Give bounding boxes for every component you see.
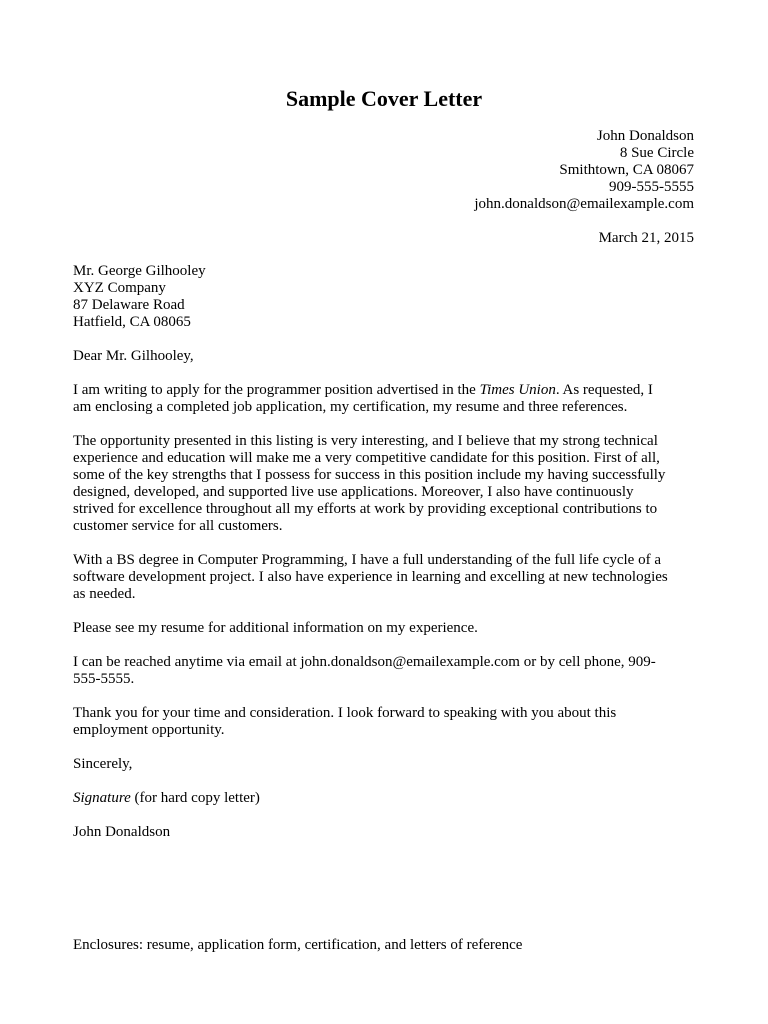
salutation: Dear Mr. Gilhooley, [73,348,194,364]
recipient-city: Hatfield, CA 08065 [73,314,191,330]
letter-date: March 21, 2015 [598,230,694,246]
paragraph-6-line: Thank you for your time and consideration. I look forward to speaking with you about this [73,705,617,721]
paragraph-2-line: The opportunity presented in this listing is very interesting, and I believe that my strong technical [73,433,658,449]
paragraph-3-line: as needed. [73,586,136,602]
paragraph-1-line-2: am enclosing a completed job application, my certification, my resume and three references. [73,399,628,415]
sender-phone: 909-555-5555 [609,179,694,195]
paragraph-2-line: strived for excellence throughout all my efforts at work by providing exceptional contributions to [73,501,658,517]
recipient-address-block [73,263,693,331]
paragraph-3 [73,552,693,603]
paragraph-2-line: customer service for all customers. [73,518,283,534]
paragraph-4: Please see my resume for additional information on my experience. [73,620,478,636]
paragraph-1-line-1 [73,382,693,399]
paragraph-2-line: experience and education will make me a very competitive candidate for this position. First of all, [73,450,660,466]
paragraph-5-line: I can be reached anytime via email at john.donaldson@emailexample.com or by cell phone, 909- [73,654,656,670]
signature-note: (for hard copy letter) [130,790,260,806]
recipient-street: 87 Delaware Road [73,297,185,313]
paragraph-1-text-b: . As requested, I [555,382,653,398]
paragraph-3-line: With a BS degree in Computer Programming, I have a full understanding of the full life cycle of a [73,552,661,568]
paragraph-2 [73,433,693,535]
paragraph-2-line: some of the key strengths that I possess for success in this position include my having successfully [73,467,666,483]
sender-address-block [474,128,694,213]
paragraph-5 [73,654,693,688]
paragraph-6 [73,705,693,739]
signature-line [73,790,693,807]
paragraph-1-text-a: I am writing to apply for the programmer position advertised in the [73,382,480,398]
paragraph-5-line: 555-5555. [73,671,135,687]
recipient-name: Mr. George Gilhooley [73,263,206,279]
closing: Sincerely, [73,756,133,772]
enclosures-line: Enclosures: resume, application form, certification, and letters of reference [73,937,523,953]
signature-label: Signature [73,790,131,806]
paragraph-1 [73,382,693,416]
sender-name: John Donaldson [596,128,694,144]
recipient-company: XYZ Company [73,280,166,296]
paragraph-6-line: employment opportunity. [73,722,225,738]
page-title: Sample Cover Letter [285,86,483,111]
sender-street: 8 Sue Circle [619,145,694,161]
newspaper-name: Times Union [479,382,556,398]
paragraph-2-line: designed, developed, and supported live use applications. Moreover, I also have continuously [73,484,634,500]
letter-body [73,263,693,858]
sender-city: Smithtown, CA 08067 [559,162,694,178]
signer-name: John Donaldson [73,824,171,840]
sender-email: john.donaldson@emailexample.com [474,196,694,212]
paragraph-3-line: software development project. I also have experience in learning and excelling at new technologies [73,569,668,585]
